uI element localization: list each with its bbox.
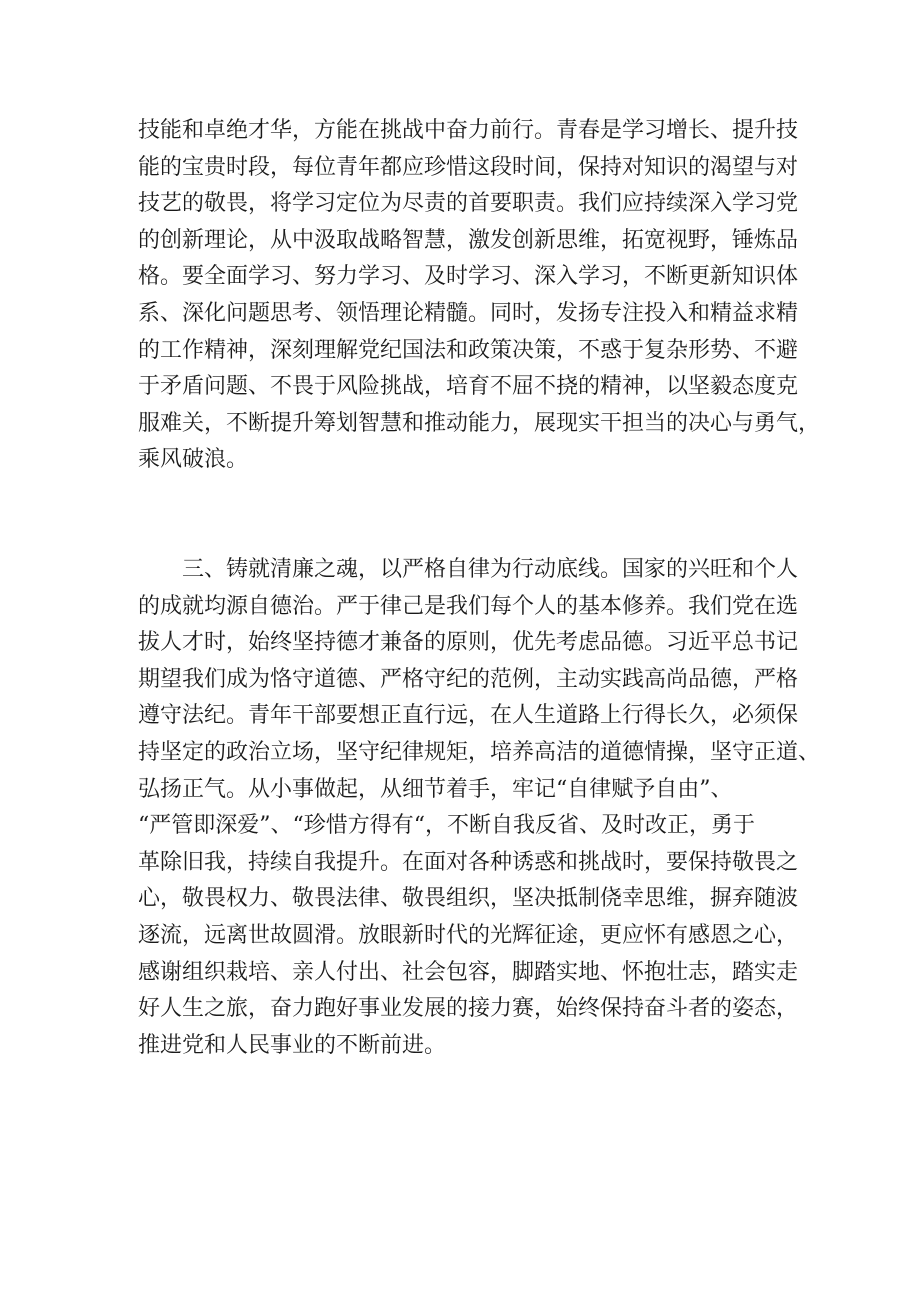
section-three-paragraph (138, 552, 821, 1064)
paragraph-line: 的工作精神，深刻理解党纪国法和政策决策，不惑于复杂形势、不避 (138, 337, 799, 363)
paragraph-line: 期望我们成为恪守道德、严格守纪的范例，主动实践高尚品德，严格 (138, 666, 799, 692)
paragraph-line: 乘风破浪。 (138, 447, 249, 473)
section-heading-line: 三、铸就清廉之魂，以严格自律为行动底线。国家的兴旺和个人 (182, 557, 799, 582)
paragraph-line: 能的宝贵时段，每位青年都应珍惜这段时间，保持对知识的渴望与对 (138, 154, 799, 180)
paragraph-line: 弘扬正气。从小事做起，从细节着手，牢记“自律赋予自由”、 (138, 776, 733, 802)
paragraph-line: 逐流，远离世故圆滑。放眼新时代的光辉征途，更应怀有感恩之心， (138, 922, 799, 948)
paragraph-line: 拔人才时，始终坚持德才兼备的原则，优先考虑品德。习近平总书记 (138, 630, 799, 656)
paragraph-line: 遵守法纪。青年干部要想正直行远，在人生道路上行得长久，必须保 (138, 703, 799, 729)
paragraph-line: 推进党和人民事业的不断前进。 (138, 1032, 447, 1058)
paragraph-line: “严管即深爱”、“珍惜方得有“，不断自我反省、及时改正，勇于 (138, 813, 755, 839)
paragraph-continuation (138, 113, 821, 479)
paragraph-line: 技能和卓绝才华，方能在挑战中奋力前行。青春是学习增长、提升技 (138, 118, 799, 143)
paragraph-line: 心，敬畏权力、敬畏法律、敬畏组织，坚决抵制侥幸思维，摒弃随波 (138, 886, 799, 912)
paragraph-line: 持坚定的政治立场，坚守纪律规矩，培养高洁的道德情操，坚守正道、 (138, 739, 821, 765)
paragraph-line: 于矛盾问题、不畏于风险挑战，培育不屈不挠的精神，以坚毅态度克 (138, 374, 799, 400)
paragraph-line: 的创新理论，从中汲取战略智慧，激发创新思维，拓宽视野，锤炼品 (138, 227, 799, 253)
paragraph-line: 技艺的敬畏，将学习定位为尽责的首要职责。我们应持续深入学习党 (138, 191, 799, 217)
paragraph-line: 格。要全面学习、努力学习、及时学习、深入学习，不断更新知识体 (138, 264, 799, 290)
paragraph-line: 系、深化问题思考、领悟理论精髓。同时，发扬专注投入和精益求精 (138, 300, 799, 326)
paragraph-line: 的成就均源自德治。严于律己是我们每个人的基本修养。我们党在选 (138, 593, 799, 619)
paragraph-line: 好人生之旅，奋力跑好事业发展的接力赛，始终保持奋斗者的姿态， (138, 996, 799, 1022)
paragraph-line: 感谢组织栽培、亲人付出、社会包容，脚踏实地、怀抱壮志，踏实走 (138, 959, 799, 985)
paragraph-line: 革除旧我，持续自我提升。在面对各种诱惑和挑战时，要保持敬畏之 (138, 849, 799, 875)
paragraph-line: 服难关，不断提升筹划智慧和推动能力，展现实干担当的决心与勇气， (138, 410, 821, 436)
